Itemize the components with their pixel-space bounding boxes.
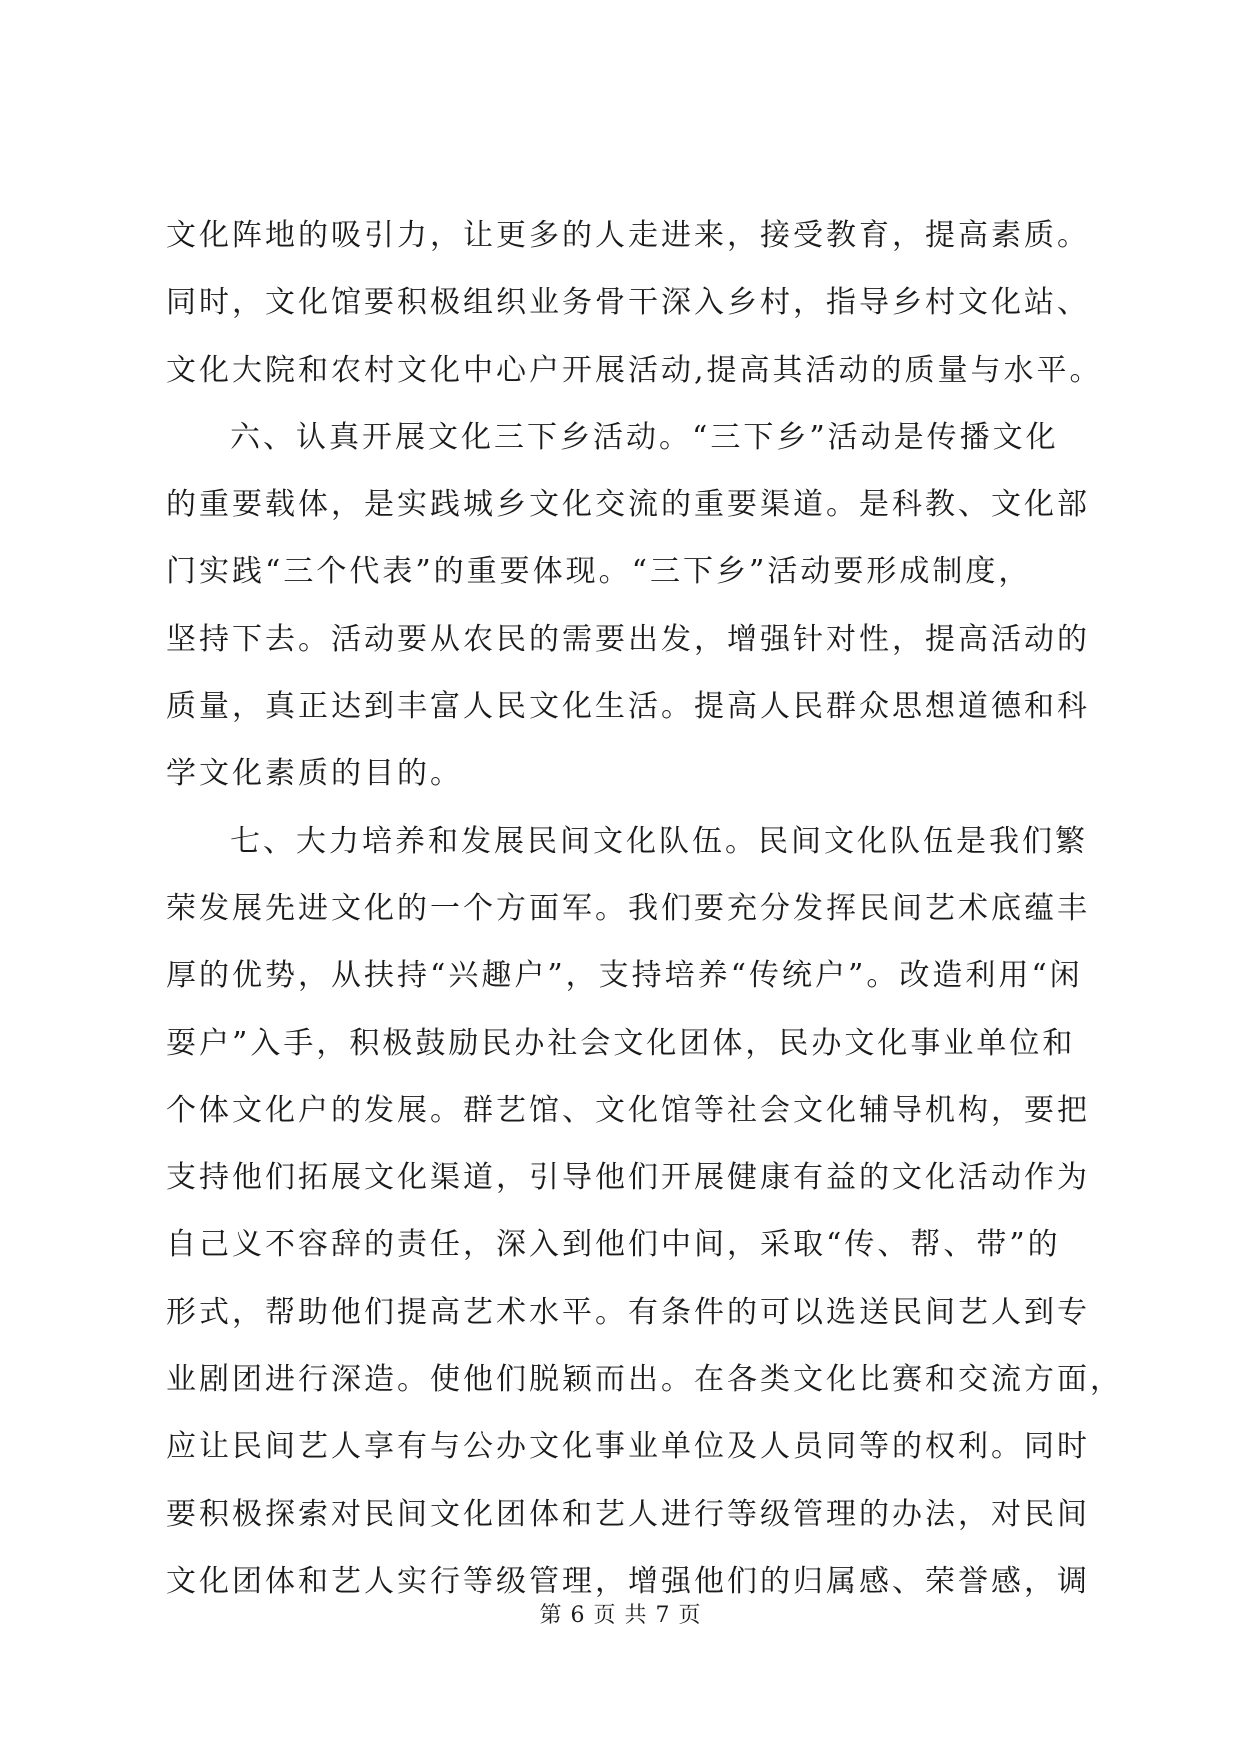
body-line: 文化团体和艺人实行等级管理，增强他们的归属感、荣誉感，调 xyxy=(166,1563,1090,1599)
body-line: 学文化素质的目的。 xyxy=(166,756,463,792)
body-line: 自己义不容辞的责任，深入到他们中间，采取“传、帮、带”的 xyxy=(166,1227,1061,1263)
body-line: 个体文化户的发展。群艺馆、文化馆等社会文化辅导机构，要把 xyxy=(166,1092,1090,1128)
body-line: 文化阵地的吸引力，让更多的人走进来，接受教育，提高素质。 xyxy=(166,218,1090,253)
body-line: 同时，文化馆要积极组织业务骨干深入乡村，指导乡村文化站、 xyxy=(166,285,1090,321)
paragraph-six-start: 六、认真开展文化三下乡活动。“三下乡”活动是传播文化 xyxy=(230,419,1059,455)
body-line: 质量，真正达到丰富人民文化生活。提高人民群众思想道德和科 xyxy=(166,689,1090,725)
body-line: 支持他们拓展文化渠道，引导他们开展健康有益的文化活动作为 xyxy=(166,1160,1090,1196)
body-line: 耍户”入手，积极鼓励民办社会文化团体，民办文化事业单位和 xyxy=(166,1025,1076,1061)
body-line: 门实践“三个代表”的重要体现。“三下乡”活动要形成制度， xyxy=(166,554,1032,590)
body-line: 的重要载体，是实践城乡文化交流的重要渠道。是科教、文化部 xyxy=(166,487,1090,523)
body-line: 厚的优势，从扶持“兴趣户”，支持培养“传统户”。改造利用“闲 xyxy=(166,958,1083,994)
body-line: 形式，帮助他们提高艺术水平。有条件的可以选送民间艺人到专 xyxy=(166,1294,1090,1330)
body-line: 坚持下去。活动要从农民的需要出发，增强针对性，提高活动的 xyxy=(166,621,1090,657)
page-number-footer: 第 6 页 共 7 页 xyxy=(539,1603,702,1628)
body-line: 业剧团进行深造。使他们脱颖而出。在各类文化比赛和交流方面， xyxy=(166,1362,1123,1398)
body-line: 应让民间艺人享有与公办文化事业单位及人员同等的权利。同时 xyxy=(166,1429,1090,1465)
document-body xyxy=(166,202,1123,1615)
body-line: 要积极探索对民间文化团体和艺人进行等级管理的办法，对民间 xyxy=(166,1496,1090,1532)
body-line: 荣发展先进文化的一个方面军。我们要充分发挥民间艺术底蕴丰 xyxy=(166,890,1090,926)
paragraph-seven-start: 七、大力培养和发展民间文化队伍。民间文化队伍是我们繁 xyxy=(230,823,1088,859)
body-line: 文化大院和农村文化中心户开展活动,提高其活动的质量与水平。 xyxy=(166,352,1103,388)
